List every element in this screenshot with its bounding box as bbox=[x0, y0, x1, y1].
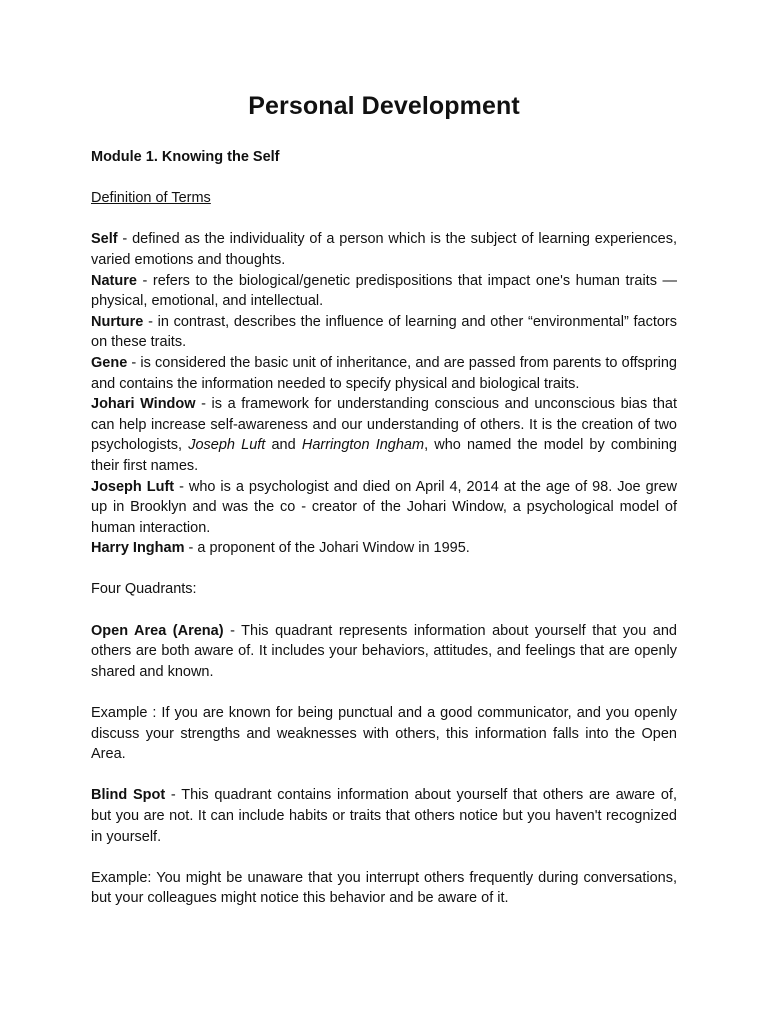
term: Blind Spot bbox=[91, 787, 166, 804]
definition-harry-ingham bbox=[91, 538, 677, 559]
definition-gene bbox=[91, 353, 677, 394]
term: Nature bbox=[91, 272, 137, 289]
page-title: Personal Development bbox=[248, 92, 520, 120]
definition-text: - a proponent of the Johari Window in 1995. bbox=[184, 540, 470, 557]
name-joseph-luft: Joseph Luft bbox=[188, 437, 266, 454]
open-area-example: Example : If you are known for being punctual and a good communicator, and you openly discuss your strengths and weaknesses with others, this information falls into the Open Area. bbox=[91, 705, 677, 763]
definition-johari-window bbox=[91, 394, 677, 476]
definition-text-tail: , who named the model by combining their first names. bbox=[91, 437, 677, 474]
blind-spot-example: Example: You might be unaware that you interrupt others frequently during conversations, but your colleagues might notice this behavior and be aware of it. bbox=[91, 869, 677, 907]
term: Open Area (Arena) bbox=[91, 622, 224, 639]
definition-text-mid: and bbox=[265, 437, 302, 454]
module-heading: Module 1. Knowing the Self bbox=[91, 149, 280, 165]
quadrants-heading: Four Quadrants: bbox=[91, 581, 197, 598]
definition-joseph-luft bbox=[91, 477, 677, 539]
definition-text: - defined as the individuality of a person which is the subject of learning experiences, varied emotions and thoughts. bbox=[91, 231, 677, 268]
term: Johari Window bbox=[91, 396, 196, 413]
quadrant-text: - This quadrant contains information about yourself that others are aware of, but you are not. It can include habits or traits that others notice but you haven't recognized in yourself. bbox=[91, 787, 677, 845]
term: Self bbox=[91, 231, 118, 248]
term: Gene bbox=[91, 354, 128, 371]
name-harrington-ingham: Harrington Ingham bbox=[301, 437, 425, 454]
definition-self bbox=[91, 229, 677, 270]
definitions-heading: Definition of Terms bbox=[91, 190, 211, 207]
document-body bbox=[91, 147, 677, 909]
spacer bbox=[91, 847, 677, 868]
spacer bbox=[91, 600, 677, 621]
definition-nurture bbox=[91, 312, 677, 353]
spacer bbox=[91, 765, 677, 786]
spacer bbox=[91, 168, 677, 189]
spacer bbox=[91, 682, 677, 703]
definition-text: - is considered the basic unit of inheritance, and are passed from parents to offspring and contains the information needed to specify physical and biological traits. bbox=[91, 354, 677, 392]
term: Joseph Luft bbox=[91, 478, 175, 495]
definition-text: - in contrast, describes the influence of learning and other “environmental” factors on these traits. bbox=[91, 313, 677, 351]
term: Nurture bbox=[91, 313, 144, 330]
term: Harry Ingham bbox=[91, 540, 185, 557]
blind-spot-paragraph bbox=[91, 785, 677, 847]
definition-text: - refers to the biological/genetic predispositions that impact one's human traits — physical, emotional, and intellectual. bbox=[91, 272, 677, 310]
definition-text: - is a framework for understanding conscious and unconscious bias that can help increase self-awareness and our understanding of others. It is the creation of two psychologists, bbox=[91, 396, 677, 454]
spacer bbox=[91, 209, 677, 230]
definition-nature bbox=[91, 271, 677, 312]
quadrant-text: - This quadrant represents information about yourself that you and others are both aware of. It includes your behaviors, attitudes, and feelings that are openly shared and known. bbox=[91, 622, 677, 680]
definitions-heading-line bbox=[91, 188, 677, 209]
open-area-paragraph bbox=[91, 621, 677, 683]
definition-text: - who is a psychologist and died on April 4, 2014 at the age of 98. Joe grew up in Brooklyn and was the co - creator of the Johari Window, a psychological model of human interaction. bbox=[91, 478, 678, 536]
spacer bbox=[91, 559, 677, 580]
